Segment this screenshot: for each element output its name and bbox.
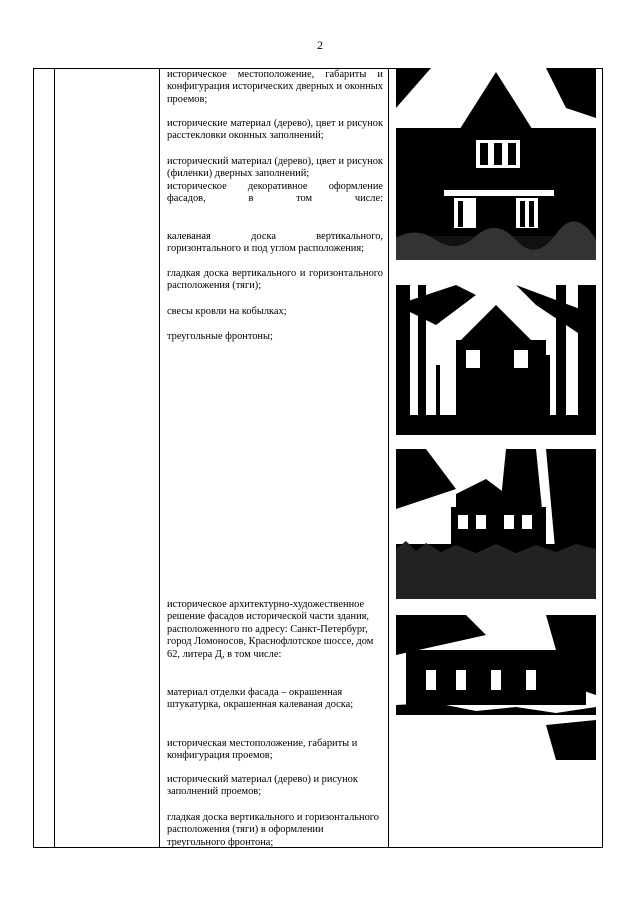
text-block: исторический материал (дерево) и рисунок заполнений проемов; xyxy=(167,774,358,798)
house-trees-photo xyxy=(396,285,596,435)
column-border xyxy=(602,68,603,848)
text-block: историческое декоративное оформление фасадов, в том числе: xyxy=(167,181,383,205)
text-block: гладкая доска вертикального и горизонтального расположения (тяги) в оформлении треугольного фронтона; xyxy=(167,812,379,848)
text-block: историческая местоположение, габариты и конфигурация проемов; xyxy=(167,738,358,762)
column-border xyxy=(159,68,160,848)
column-border xyxy=(33,68,34,848)
text-block: исторический материал (дерево), цвет и рисунок (филенки) дверных заполнений; xyxy=(167,156,383,180)
text-block: материал отделки фасада – окрашенная штукатурка, окрашенная калеваная доска; xyxy=(167,687,354,711)
page-number: 2 xyxy=(317,38,323,52)
text-block: исторические материал (дерево), цвет и рисунок расстекловки оконных заполнений; xyxy=(167,118,383,142)
text-block: историческое местоположение, габариты и конфигурация исторических дверных и оконных проемов; xyxy=(167,69,383,105)
column-border xyxy=(54,68,55,848)
text-block: калеваная доска вертикального, горизонтального и под углом расположения; xyxy=(167,231,383,255)
column-border xyxy=(388,68,389,848)
house-gable-photo xyxy=(396,68,596,260)
text-block: треугольные фронтоны; xyxy=(167,331,273,342)
text-block: гладкая доска вертикального и горизонтального расположения (тяги); xyxy=(167,268,383,292)
text-block: историческое архитектурно-художественное решение фасадов исторической части здания, расположенного по адресу: Санкт-Петербург, город Ломоносов, Краснофлотское шоссе, дом 62, литера Д, в том числе: xyxy=(167,599,374,660)
house-ruin-photo xyxy=(396,615,596,760)
text-block: свесы кровли на кобылках; xyxy=(167,306,287,317)
document-table xyxy=(33,68,603,848)
house-meadow-photo xyxy=(396,449,596,599)
